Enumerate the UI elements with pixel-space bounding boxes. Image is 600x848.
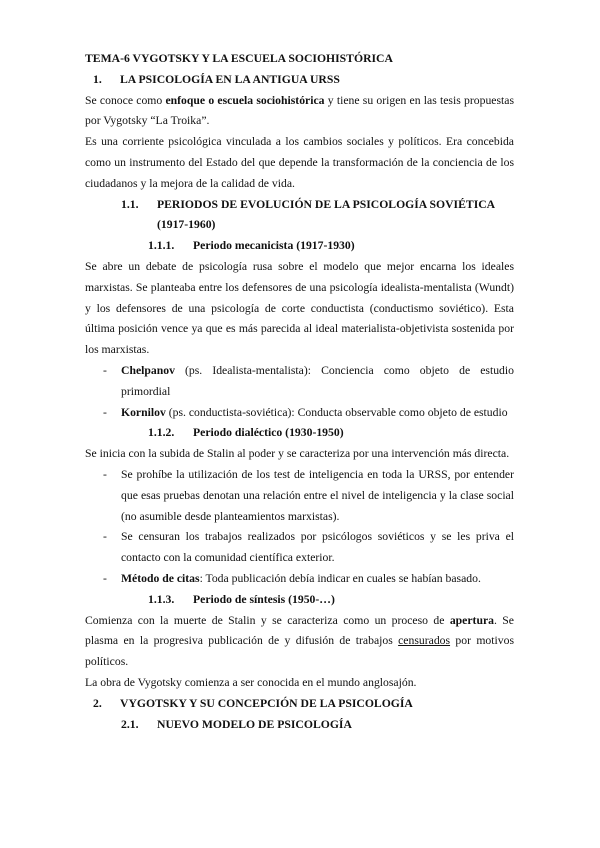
paragraph-corriente: Es una corriente psicológica vinculada a los cambios sociales y políticos. Era concebida como un instrumento del Estado del que depende la transformación de la conciencia de los ciudadanos y la mejora de la calidad de vida. — [85, 135, 514, 190]
heading-text: Periodo mecanicista (1917-1930) — [193, 239, 355, 253]
list-mecanicista — [85, 361, 514, 423]
heading-section-2 — [85, 694, 514, 715]
heading-number: 2.1. — [121, 717, 139, 731]
heading-text: Periodo de síntesis (1950-…) — [193, 592, 335, 606]
heading-section-1-1 — [85, 195, 514, 237]
document-title: TEMA-6 VYGOTSKY Y LA ESCUELA SOCIOHISTÓRICA — [85, 52, 393, 65]
document-body — [85, 49, 514, 735]
text-run: por motivos políticos. — [85, 634, 515, 669]
bullet-dash: - — [103, 363, 107, 377]
text-run: (ps. Idealista-mentalista): Conciencia como objeto de estudio primordial — [121, 363, 514, 398]
paragraph-dialectico: Se inicia con la subida de Stalin al poder y se caracteriza por una intervención más directa. — [85, 447, 510, 461]
heading-section-1 — [85, 70, 514, 91]
bullet-dash: - — [103, 571, 107, 585]
list-dialectico — [85, 465, 514, 590]
list-item — [85, 403, 514, 424]
bullet-dash: - — [103, 467, 107, 481]
text-run: Se censuran los trabajos realizados por psicólogos soviéticos y se les priva el contacto con la comunidad científica exterior. — [121, 530, 514, 565]
heading-section-1-1-1 — [85, 236, 514, 257]
list-item — [85, 465, 514, 527]
text-run: Se prohíbe la utilización de los test de inteligencia en toda la URSS, por entender que esas pruebas denotan una relación entre el nivel de inteligencia y la clase social (no asumible desde planteamientos marxistas). — [121, 467, 514, 523]
text-run: : Toda publicación debía indicar en cuales se habían basado. — [199, 571, 481, 585]
list-item — [85, 361, 514, 403]
heading-text: NUEVO MODELO DE PSICOLOGÍA — [157, 717, 352, 731]
underlined-term: censurados — [398, 634, 451, 648]
list-item — [85, 527, 514, 569]
text-run: y tiene su origen en las tesis propuestas por Vygotsky “La Troika”. — [85, 93, 515, 128]
bullet-dash: - — [103, 405, 107, 419]
heading-number: 1.1.2. — [148, 426, 175, 440]
bold-term: Método de citas — [121, 571, 200, 585]
heading-text: Periodo dialéctico (1930-1950) — [193, 426, 344, 440]
paragraph-sintesis — [85, 611, 514, 673]
text-run: (ps. conductista-soviética): Conducta observable como objeto de estudio — [165, 405, 508, 419]
heading-number: 2. — [93, 696, 102, 710]
heading-section-1-1-2 — [85, 423, 514, 444]
heading-number: 1.1.3. — [148, 592, 175, 606]
bold-term: Chelpanov — [121, 363, 175, 377]
paragraph-mecanicista: Se abre un debate de psicología rusa sobre el modelo que mejor encarna los ideales marxistas. Se planteaba entre los defensores de una psicología idealista-mentalista (Wundt) y los defensores de una psicología de corte conductista (conductismo soviético). Esta última posición vence ya que es más parecida al ideal materialista-objetivista sostenida por los marxistas. — [85, 259, 514, 357]
bold-term: enfoque o escuela sociohistórica — [165, 93, 325, 107]
text-run: Se conoce como — [85, 93, 166, 107]
paragraph-vygotsky-obra: La obra de Vygotsky comienza a ser conocida en el mundo anglosajón. — [85, 675, 417, 689]
bold-term: Kornilov — [121, 405, 166, 419]
heading-number: 1.1.1. — [148, 239, 175, 253]
text-run: Comienza con la muerte de Stalin y se caracteriza como un proceso de — [85, 613, 450, 627]
heading-section-1-1-3 — [85, 590, 514, 611]
text-run: . Se plasma en la progresiva publicación de y difusión de trabajos — [85, 613, 514, 648]
heading-number: 1. — [93, 72, 102, 86]
list-item — [85, 569, 514, 590]
heading-number: 1.1. — [121, 197, 139, 211]
bold-term: apertura — [449, 613, 494, 627]
heading-text: LA PSICOLOGÍA EN LA ANTIGUA URSS — [120, 72, 340, 86]
heading-text: VYGOTSKY Y SU CONCEPCIÓN DE LA PSICOLOGÍA — [120, 696, 413, 710]
paragraph-intro — [85, 91, 514, 133]
heading-text: PERIODOS DE EVOLUCIÓN DE LA PSICOLOGÍA SOVIÉTICA (1917-1960) — [157, 197, 495, 232]
heading-section-2-1 — [85, 715, 514, 736]
bullet-dash: - — [103, 530, 107, 544]
